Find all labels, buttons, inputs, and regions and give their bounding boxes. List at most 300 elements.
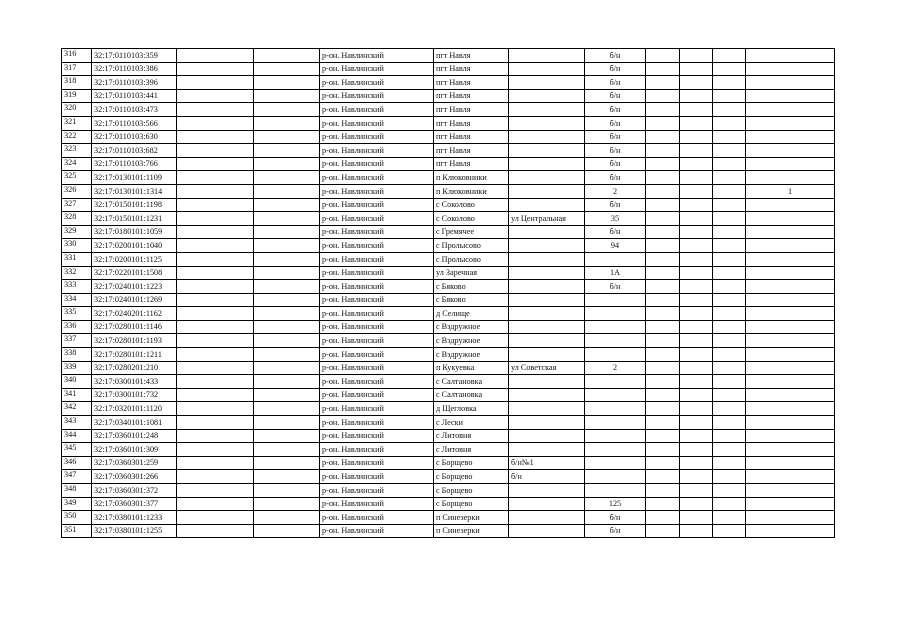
row-number: 325: [62, 171, 92, 185]
blank-cell: [254, 76, 320, 90]
blank-cell: [254, 280, 320, 294]
blank-cell: [713, 157, 746, 171]
extra-cell: [746, 361, 835, 375]
extra-cell: [746, 266, 835, 280]
table-row: [62, 484, 835, 498]
blank-cell: [680, 456, 713, 470]
locality-cell: с Пролысово: [434, 239, 509, 253]
blank-cell: [177, 252, 254, 266]
extra-cell: 1: [746, 184, 835, 198]
blank-cell: [680, 320, 713, 334]
street-cell: [509, 198, 585, 212]
street-cell: ул Советская: [509, 361, 585, 375]
blank-cell: [177, 320, 254, 334]
row-number: 344: [62, 429, 92, 443]
blank-cell: [646, 307, 680, 321]
blank-cell: [713, 130, 746, 144]
blank-cell: [713, 388, 746, 402]
table-row: [62, 511, 835, 525]
extra-cell: [746, 497, 835, 511]
cadastral-number: 32:17:0300101:433: [92, 375, 177, 389]
cadastral-number: 32:17:0200101:1040: [92, 239, 177, 253]
blank-cell: [713, 49, 746, 63]
blank-cell: [680, 89, 713, 103]
blank-cell: [713, 443, 746, 457]
table-row: [62, 89, 835, 103]
extra-cell: [746, 511, 835, 525]
street-cell: [509, 252, 585, 266]
row-number: 331: [62, 252, 92, 266]
table-row: [62, 348, 835, 362]
cadastral-number: 32:17:0110103:441: [92, 89, 177, 103]
blank-cell: [646, 89, 680, 103]
district-cell: р-он. Навлинский: [320, 144, 434, 158]
blank-cell: [177, 293, 254, 307]
blank-cell: [680, 375, 713, 389]
blank-cell: [646, 157, 680, 171]
blank-cell: [254, 252, 320, 266]
extra-cell: [746, 307, 835, 321]
blank-cell: [177, 348, 254, 362]
blank-cell: [680, 171, 713, 185]
street-cell: б/н№1: [509, 456, 585, 470]
blank-cell: [713, 497, 746, 511]
table-row: [62, 443, 835, 457]
house-number-cell: [585, 456, 646, 470]
locality-cell: с Вздружное: [434, 348, 509, 362]
extra-cell: [746, 239, 835, 253]
locality-cell: ул Заречная: [434, 266, 509, 280]
blank-cell: [177, 266, 254, 280]
row-number: 337: [62, 334, 92, 348]
blank-cell: [177, 361, 254, 375]
cadastral-number: 32:17:0380101:1255: [92, 524, 177, 538]
blank-cell: [646, 239, 680, 253]
table-row: [62, 497, 835, 511]
locality-cell: с Литовня: [434, 443, 509, 457]
cadastral-number: 32:17:0130101:1109: [92, 171, 177, 185]
extra-cell: [746, 320, 835, 334]
street-cell: ул Центральная: [509, 212, 585, 226]
cadastral-number: 32:17:0110103:359: [92, 49, 177, 63]
extra-cell: [746, 144, 835, 158]
cadastral-number: 32:17:0360301:372: [92, 484, 177, 498]
extra-cell: [746, 456, 835, 470]
street-cell: [509, 184, 585, 198]
blank-cell: [646, 130, 680, 144]
blank-cell: [713, 76, 746, 90]
cadastral-number: 32:17:0220101:1508: [92, 266, 177, 280]
blank-cell: [646, 497, 680, 511]
locality-cell: пгт Навля: [434, 89, 509, 103]
blank-cell: [713, 470, 746, 484]
blank-cell: [646, 266, 680, 280]
blank-cell: [680, 212, 713, 226]
blank-cell: [713, 212, 746, 226]
house-number-cell: б/н: [585, 103, 646, 117]
street-cell: [509, 348, 585, 362]
table-row: [62, 470, 835, 484]
blank-cell: [177, 49, 254, 63]
blank-cell: [680, 293, 713, 307]
extra-cell: [746, 524, 835, 538]
street-cell: [509, 524, 585, 538]
table-row: [62, 144, 835, 158]
house-number-cell: [585, 402, 646, 416]
blank-cell: [713, 429, 746, 443]
blank-cell: [254, 416, 320, 430]
cadastral-number: 32:17:0360301:259: [92, 456, 177, 470]
district-cell: р-он. Навлинский: [320, 320, 434, 334]
blank-cell: [646, 388, 680, 402]
house-number-cell: 35: [585, 212, 646, 226]
row-number: 348: [62, 484, 92, 498]
blank-cell: [713, 307, 746, 321]
row-number: 342: [62, 402, 92, 416]
district-cell: р-он. Навлинский: [320, 103, 434, 117]
table-row: [62, 375, 835, 389]
table-row: [62, 252, 835, 266]
blank-cell: [254, 130, 320, 144]
house-number-cell: [585, 388, 646, 402]
locality-cell: с Салтановка: [434, 375, 509, 389]
extra-cell: [746, 116, 835, 130]
locality-cell: д Щегловка: [434, 402, 509, 416]
extra-cell: [746, 402, 835, 416]
extra-cell: [746, 62, 835, 76]
district-cell: р-он. Навлинский: [320, 116, 434, 130]
street-cell: [509, 429, 585, 443]
blank-cell: [254, 171, 320, 185]
blank-cell: [646, 103, 680, 117]
street-cell: [509, 484, 585, 498]
street-cell: [509, 76, 585, 90]
register-table: [61, 48, 835, 538]
blank-cell: [177, 456, 254, 470]
cadastral-number: 32:17:0180101:1059: [92, 225, 177, 239]
row-number: 350: [62, 511, 92, 525]
cadastral-number: 32:17:0280201:210: [92, 361, 177, 375]
blank-cell: [680, 497, 713, 511]
blank-cell: [713, 375, 746, 389]
blank-cell: [713, 103, 746, 117]
table-row: [62, 320, 835, 334]
blank-cell: [646, 116, 680, 130]
blank-cell: [177, 171, 254, 185]
blank-cell: [177, 198, 254, 212]
cadastral-number: 32:17:0130101:1314: [92, 184, 177, 198]
blank-cell: [713, 293, 746, 307]
blank-cell: [680, 198, 713, 212]
extra-cell: [746, 443, 835, 457]
blank-cell: [254, 266, 320, 280]
blank-cell: [177, 239, 254, 253]
extra-cell: [746, 375, 835, 389]
blank-cell: [646, 443, 680, 457]
locality-cell: пгт Навля: [434, 62, 509, 76]
house-number-cell: [585, 470, 646, 484]
blank-cell: [254, 144, 320, 158]
street-cell: [509, 293, 585, 307]
house-number-cell: [585, 348, 646, 362]
table-row: [62, 307, 835, 321]
blank-cell: [646, 334, 680, 348]
extra-cell: [746, 171, 835, 185]
table-row: [62, 388, 835, 402]
row-number: 319: [62, 89, 92, 103]
blank-cell: [254, 348, 320, 362]
blank-cell: [713, 62, 746, 76]
locality-cell: п Кукуевка: [434, 361, 509, 375]
locality-cell: с Литовня: [434, 429, 509, 443]
blank-cell: [680, 402, 713, 416]
blank-cell: [713, 320, 746, 334]
house-number-cell: б/н: [585, 524, 646, 538]
street-cell: [509, 130, 585, 144]
extra-cell: [746, 198, 835, 212]
blank-cell: [254, 361, 320, 375]
table-row: [62, 280, 835, 294]
blank-cell: [254, 62, 320, 76]
row-number: 316: [62, 49, 92, 63]
extra-cell: [746, 293, 835, 307]
locality-cell: пгт Навля: [434, 76, 509, 90]
district-cell: р-он. Навлинский: [320, 293, 434, 307]
row-number: 349: [62, 497, 92, 511]
extra-cell: [746, 470, 835, 484]
cadastral-number: 32:17:0300101:732: [92, 388, 177, 402]
house-number-cell: б/н: [585, 49, 646, 63]
blank-cell: [713, 171, 746, 185]
table-row: [62, 62, 835, 76]
blank-cell: [177, 280, 254, 294]
blank-cell: [680, 157, 713, 171]
table-row: [62, 212, 835, 226]
house-number-cell: б/н: [585, 62, 646, 76]
blank-cell: [646, 375, 680, 389]
blank-cell: [713, 198, 746, 212]
blank-cell: [177, 402, 254, 416]
blank-cell: [713, 361, 746, 375]
district-cell: р-он. Навлинский: [320, 280, 434, 294]
district-cell: р-он. Навлинский: [320, 239, 434, 253]
locality-cell: пгт Навля: [434, 49, 509, 63]
street-cell: [509, 416, 585, 430]
street-cell: [509, 497, 585, 511]
blank-cell: [254, 402, 320, 416]
blank-cell: [680, 334, 713, 348]
blank-cell: [680, 388, 713, 402]
extra-cell: [746, 416, 835, 430]
blank-cell: [646, 76, 680, 90]
blank-cell: [177, 130, 254, 144]
table-row: [62, 198, 835, 212]
district-cell: р-он. Навлинский: [320, 62, 434, 76]
blank-cell: [646, 484, 680, 498]
house-number-cell: 2: [585, 361, 646, 375]
blank-cell: [254, 320, 320, 334]
blank-cell: [680, 361, 713, 375]
blank-cell: [254, 307, 320, 321]
blank-cell: [177, 443, 254, 457]
locality-cell: с Борщево: [434, 484, 509, 498]
row-number: 335: [62, 307, 92, 321]
street-cell: [509, 443, 585, 457]
row-number: 329: [62, 225, 92, 239]
street-cell: [509, 511, 585, 525]
street-cell: [509, 144, 585, 158]
blank-cell: [713, 511, 746, 525]
district-cell: р-он. Навлинский: [320, 130, 434, 144]
cadastral-number: 32:17:0110103:473: [92, 103, 177, 117]
blank-cell: [254, 49, 320, 63]
blank-cell: [254, 524, 320, 538]
locality-cell: пгт Навля: [434, 144, 509, 158]
house-number-cell: б/н: [585, 157, 646, 171]
cadastral-number: 32:17:0110103:682: [92, 144, 177, 158]
blank-cell: [254, 157, 320, 171]
cadastral-number: 32:17:0200101:1125: [92, 252, 177, 266]
district-cell: р-он. Навлинский: [320, 49, 434, 63]
extra-cell: [746, 89, 835, 103]
blank-cell: [680, 484, 713, 498]
blank-cell: [680, 511, 713, 525]
blank-cell: [177, 524, 254, 538]
house-number-cell: б/н: [585, 171, 646, 185]
house-number-cell: [585, 375, 646, 389]
street-cell: [509, 266, 585, 280]
house-number-cell: [585, 307, 646, 321]
blank-cell: [680, 524, 713, 538]
blank-cell: [646, 402, 680, 416]
district-cell: р-он. Навлинский: [320, 171, 434, 185]
blank-cell: [713, 184, 746, 198]
table-row: [62, 524, 835, 538]
district-cell: р-он. Навлинский: [320, 198, 434, 212]
house-number-cell: [585, 443, 646, 457]
blank-cell: [254, 116, 320, 130]
blank-cell: [646, 49, 680, 63]
table-row: [62, 293, 835, 307]
row-number: 340: [62, 375, 92, 389]
blank-cell: [254, 456, 320, 470]
locality-cell: с Борщево: [434, 456, 509, 470]
blank-cell: [254, 212, 320, 226]
district-cell: р-он. Навлинский: [320, 307, 434, 321]
row-number: 336: [62, 320, 92, 334]
blank-cell: [680, 130, 713, 144]
blank-cell: [254, 429, 320, 443]
blank-cell: [646, 184, 680, 198]
cadastral-number: 32:17:0110103:386: [92, 62, 177, 76]
district-cell: р-он. Навлинский: [320, 375, 434, 389]
locality-cell: с Вздружное: [434, 334, 509, 348]
blank-cell: [680, 252, 713, 266]
house-number-cell: 125: [585, 497, 646, 511]
blank-cell: [177, 89, 254, 103]
blank-cell: [177, 116, 254, 130]
blank-cell: [254, 375, 320, 389]
locality-cell: с Соколово: [434, 198, 509, 212]
district-cell: р-он. Навлинский: [320, 89, 434, 103]
house-number-cell: [585, 429, 646, 443]
row-number: 320: [62, 103, 92, 117]
row-number: 343: [62, 416, 92, 430]
district-cell: р-он. Навлинский: [320, 252, 434, 266]
locality-cell: п Синезерки: [434, 524, 509, 538]
cadastral-number: 32:17:0240201:1162: [92, 307, 177, 321]
blank-cell: [713, 144, 746, 158]
district-cell: р-он. Навлинский: [320, 443, 434, 457]
cadastral-number: 32:17:0240101:1223: [92, 280, 177, 294]
extra-cell: [746, 334, 835, 348]
blank-cell: [254, 470, 320, 484]
blank-cell: [680, 225, 713, 239]
house-number-cell: б/н: [585, 144, 646, 158]
row-number: 345: [62, 443, 92, 457]
blank-cell: [680, 239, 713, 253]
extra-cell: [746, 348, 835, 362]
extra-cell: [746, 429, 835, 443]
blank-cell: [177, 511, 254, 525]
blank-cell: [680, 144, 713, 158]
cadastral-number: 32:17:0110103:396: [92, 76, 177, 90]
table-row: [62, 130, 835, 144]
blank-cell: [713, 402, 746, 416]
table-row: [62, 225, 835, 239]
table-row: [62, 157, 835, 171]
row-number: 338: [62, 348, 92, 362]
street-cell: [509, 320, 585, 334]
table-row: [62, 361, 835, 375]
district-cell: р-он. Навлинский: [320, 470, 434, 484]
house-number-cell: 1А: [585, 266, 646, 280]
street-cell: [509, 89, 585, 103]
blank-cell: [646, 212, 680, 226]
blank-cell: [254, 239, 320, 253]
blank-cell: [680, 429, 713, 443]
extra-cell: [746, 484, 835, 498]
street-cell: [509, 62, 585, 76]
blank-cell: [680, 443, 713, 457]
blank-cell: [646, 524, 680, 538]
locality-cell: пгт Навля: [434, 130, 509, 144]
street-cell: [509, 239, 585, 253]
blank-cell: [646, 62, 680, 76]
table-row: [62, 239, 835, 253]
row-number: 332: [62, 266, 92, 280]
district-cell: р-он. Навлинский: [320, 524, 434, 538]
extra-cell: [746, 225, 835, 239]
locality-cell: с Борщево: [434, 497, 509, 511]
street-cell: [509, 171, 585, 185]
blank-cell: [254, 484, 320, 498]
table-row: [62, 456, 835, 470]
blank-cell: [254, 293, 320, 307]
blank-cell: [680, 348, 713, 362]
house-number-cell: б/н: [585, 198, 646, 212]
blank-cell: [713, 456, 746, 470]
district-cell: р-он. Навлинский: [320, 484, 434, 498]
blank-cell: [254, 198, 320, 212]
house-number-cell: б/н: [585, 511, 646, 525]
blank-cell: [646, 171, 680, 185]
blank-cell: [177, 429, 254, 443]
extra-cell: [746, 252, 835, 266]
cadastral-number: 32:17:0280101:1211: [92, 348, 177, 362]
extra-cell: [746, 49, 835, 63]
blank-cell: [177, 375, 254, 389]
